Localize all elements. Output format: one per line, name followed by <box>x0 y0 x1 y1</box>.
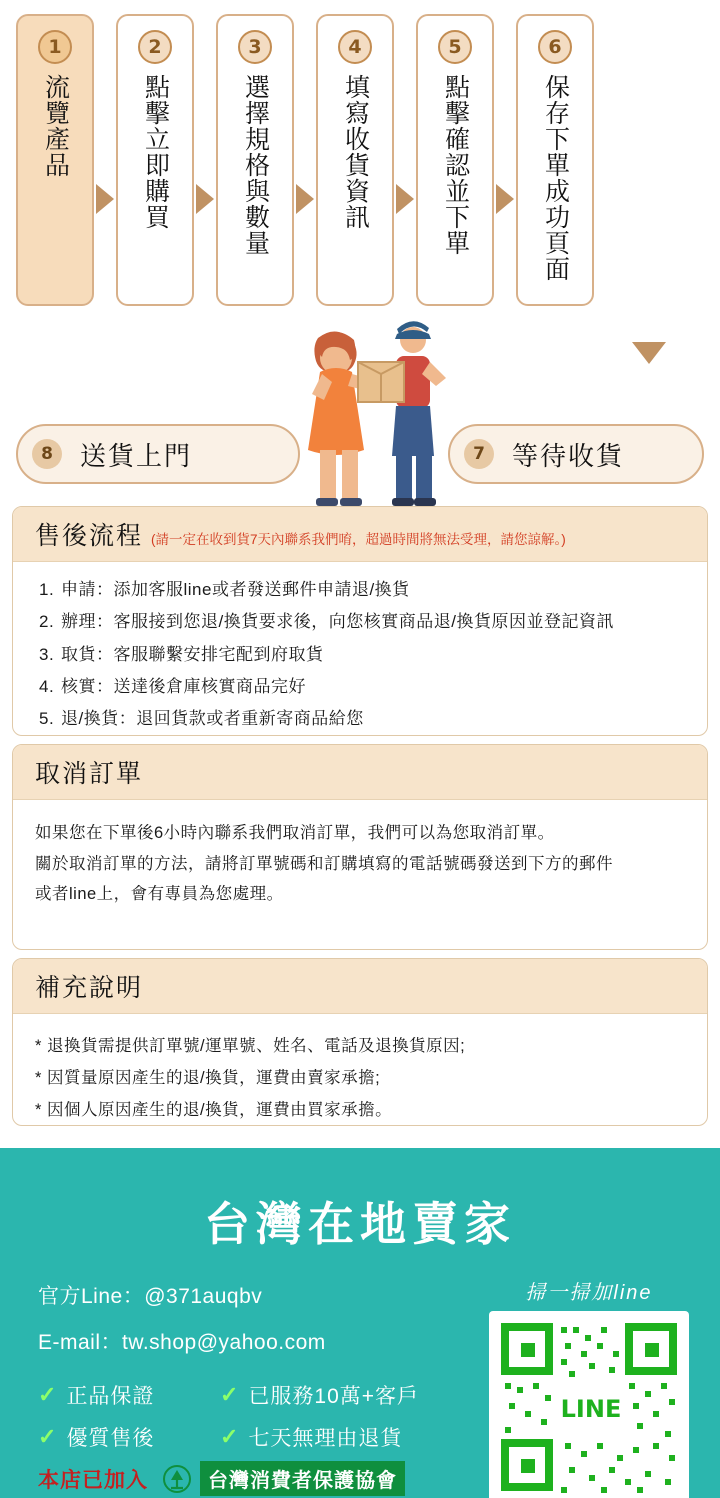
step-label: 流覽產品 <box>41 74 70 178</box>
flow-pill-7 <box>448 424 704 484</box>
pill-label: 送貨上門 <box>80 440 193 471</box>
qr-code-image <box>497 1319 681 1495</box>
step-label: 點擊立即購買 <box>141 74 170 230</box>
badge-item <box>38 1422 220 1452</box>
supplement-bullet: * 因質量原因產生的退/換貨，運費由賣家承擔; <box>35 1069 381 1088</box>
list-item: 5. 退/換貨：退回貨款或者重新寄商品給您 <box>39 709 364 729</box>
check-icon: ✓ <box>38 1382 58 1407</box>
list-item: 4. 核實：送達後倉庫核實商品完好 <box>39 677 306 697</box>
step-label: 填寫收貨資訊 <box>341 74 370 230</box>
flow-step-2 <box>116 14 194 306</box>
badge-label: 優質售後 <box>66 1427 155 1450</box>
after-sales-header <box>13 507 707 562</box>
footer-badges <box>38 1380 458 1464</box>
qr-caption: 掃一掃加line <box>525 1282 653 1304</box>
step-label: 選擇規格與數量 <box>241 74 270 256</box>
flow-pill-8 <box>16 424 300 484</box>
step-number: 3 <box>238 30 272 64</box>
arrow-right-icon <box>496 184 514 214</box>
association-logo-icon <box>162 1464 192 1494</box>
supplement-bullet: * 退換貨需提供訂單號/運單號、姓名、電話及退換貨原因; <box>35 1037 466 1055</box>
pill-number: 8 <box>32 439 62 469</box>
flow-step-4 <box>316 14 394 306</box>
footer-contact <box>38 1280 326 1372</box>
check-icon: ✓ <box>220 1424 240 1449</box>
supplement-header <box>13 959 707 1014</box>
pill-label: 等待收貨 <box>512 440 625 471</box>
step-number: 4 <box>338 30 372 64</box>
cancel-order-title: 取消訂單 <box>35 760 144 788</box>
association-label: 台灣消費者保護協會 <box>200 1461 405 1496</box>
supplement-bullet: * 因個人原因產生的退/換貨，運費由買家承擔。 <box>35 1101 393 1120</box>
association-row <box>38 1461 405 1496</box>
supplement-body <box>13 1014 707 1126</box>
delivery-illustration <box>260 300 470 510</box>
email-label: E-mail：tw.shop@yahoo.com <box>38 1331 326 1354</box>
flow-steps <box>0 14 720 324</box>
list-item-text: 核實：送達後倉庫核實商品完好 <box>61 677 306 697</box>
arrow-right-icon <box>296 184 314 214</box>
badge-item <box>220 1380 419 1410</box>
step-label: 點擊確認並下單 <box>441 74 470 256</box>
after-sales-title: 售後流程 <box>35 522 144 550</box>
flow-step-6 <box>516 14 594 306</box>
supplement-card <box>12 958 708 1126</box>
check-icon: ✓ <box>220 1382 240 1407</box>
step-number: 5 <box>438 30 472 64</box>
step-number: 2 <box>138 30 172 64</box>
flow-step-5 <box>416 14 494 306</box>
arrow-right-icon <box>196 184 214 214</box>
step-number: 1 <box>38 30 72 64</box>
step-number: 6 <box>538 30 572 64</box>
badge-row <box>38 1422 458 1452</box>
qr-section <box>484 1276 694 1498</box>
qr-code[interactable] <box>489 1311 689 1498</box>
supplement-title: 補充說明 <box>35 974 144 1002</box>
flow-step-3 <box>216 14 294 306</box>
list-item: 2. 辦理：客服接到您退/換貨要求後，向您核實商品退/換貨原因並登記資訊 <box>39 612 614 632</box>
list-item-text: 辦理：客服接到您退/換貨要求後，向您核實商品退/換貨原因並登記資訊 <box>61 612 614 632</box>
step-label: 保存下單成功頁面 <box>541 74 570 282</box>
flow-step-1 <box>16 14 94 306</box>
cancel-order-paragraph: 如果您在下單後6小時內聯系我們取消訂單，我們可以為您取消訂單。 <box>35 824 555 842</box>
after-sales-card <box>12 506 708 736</box>
list-item: 3. 取貨：客服聯繫安排宅配到府取貨 <box>39 644 324 664</box>
badge-label: 七天無理由退貨 <box>248 1427 403 1450</box>
pill-number: 7 <box>464 439 494 469</box>
qr-brand-label: LINE <box>560 1395 622 1423</box>
badge-label: 已服務10萬+客戶 <box>248 1385 420 1408</box>
badge-item <box>38 1380 220 1410</box>
list-item: 1. 申請：添加客服line或者發送郵件申請退/換貨 <box>39 580 410 599</box>
cancel-order-body <box>13 800 707 924</box>
arrow-right-icon <box>96 184 114 214</box>
badge-row <box>38 1380 458 1410</box>
after-sales-list <box>35 574 685 736</box>
after-sales-body <box>13 562 707 736</box>
cancel-order-card <box>12 744 708 950</box>
arrow-right-icon <box>396 184 414 214</box>
badge-label: 正品保證 <box>66 1385 155 1408</box>
cancel-order-paragraph: 關於取消訂單的方法，請將訂單號碼和訂購填寫的電話號碼發送到下方的郵件 <box>35 854 613 873</box>
joined-label: 本店已加入 <box>38 1468 148 1492</box>
line-id-label: 官方Line：@371auqbv <box>38 1285 263 1308</box>
arrow-down-icon <box>632 342 666 364</box>
after-sales-note: (請一定在收到貨7天內聯系我們唷，超過時間將無法受理，請您諒解。) <box>151 532 566 547</box>
list-item-text: 取貨：客服聯繫安排宅配到府取貨 <box>61 644 324 664</box>
check-icon: ✓ <box>38 1424 58 1449</box>
badge-item <box>220 1422 402 1452</box>
footer-title: 台灣在地賣家 <box>204 1198 516 1250</box>
footer <box>0 1148 720 1498</box>
list-item-text: 申請：添加客服line或者發送郵件申請退/換貨 <box>61 580 410 599</box>
list-item-text: 退/換貨：退回貨款或者重新寄商品給您 <box>61 709 364 729</box>
cancel-order-paragraph: 或者line上，會有專員為您處理。 <box>35 885 284 904</box>
cancel-order-header <box>13 745 707 800</box>
